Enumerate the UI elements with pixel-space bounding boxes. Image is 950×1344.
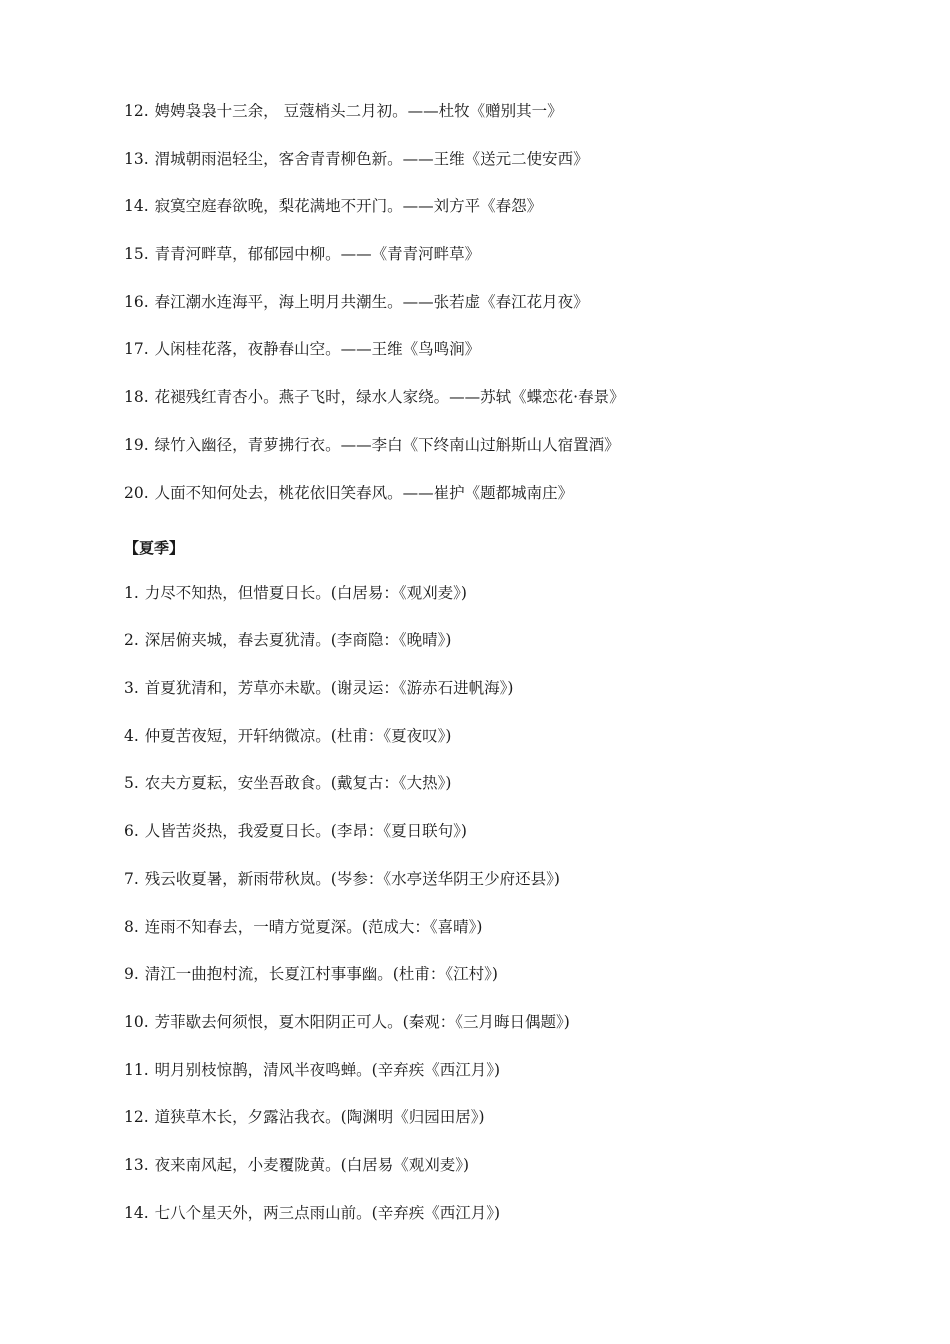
item-number: 18. — [124, 388, 149, 407]
list-item — [124, 1055, 904, 1103]
list-item — [124, 287, 904, 335]
item-number: 9. — [124, 965, 139, 984]
list-item — [124, 96, 904, 144]
item-number: 19. — [124, 435, 149, 454]
item-text: 人面不知何处去，桃花依旧笑春风。——崔护《题都城南庄》 — [154, 483, 574, 502]
item-number: 15. — [124, 245, 149, 264]
item-number: 4. — [124, 726, 139, 745]
item-text: 花褪残红青杏小。燕子飞时，绿水人家绕。——苏轼《蝶恋花·春景》 — [154, 388, 625, 407]
list-item — [124, 1198, 904, 1246]
item-text: 明月别枝惊鹊，清风半夜鸣蝉。(辛弃疾《西江月》) — [154, 1060, 501, 1079]
item-number: 17. — [124, 340, 149, 359]
list-item — [124, 959, 904, 1007]
item-text: 力尽不知热，但惜夏日长。(白居易：《观刈麦》) — [144, 583, 467, 602]
list-item — [124, 334, 904, 382]
item-text: 深居俯夹城，春去夏犹清。(李商隐：《晚晴》) — [144, 631, 452, 650]
list-item — [124, 912, 904, 960]
item-text: 仲夏苦夜短，开轩纳微凉。(杜甫：《夏夜叹》) — [144, 726, 452, 745]
item-text: 道狭草木长，夕露沾我衣。(陶渊明《归园田居》) — [154, 1108, 485, 1127]
item-number: 1. — [124, 583, 139, 602]
list-item — [124, 478, 904, 526]
item-number: 7. — [124, 869, 139, 888]
list-item — [124, 768, 904, 816]
list-item — [124, 239, 904, 287]
item-text: 七八个星天外，两三点雨山前。(辛弃疾《西江月》) — [154, 1203, 501, 1222]
item-text: 春江潮水连海平，海上明月共潮生。——张若虚《春江花月夜》 — [154, 292, 589, 311]
list-item — [124, 1007, 904, 1055]
list-item — [124, 382, 904, 430]
item-number: 20. — [124, 483, 149, 502]
item-text: 渭城朝雨浥轻尘，客舍青青柳色新。——王维《送元二使安西》 — [154, 149, 589, 168]
list-item — [124, 578, 904, 626]
spring-poem-list — [124, 96, 904, 525]
item-number: 13. — [124, 149, 149, 168]
list-item — [124, 191, 904, 239]
item-text: 夜来南风起，小麦覆陇黄。(白居易《观刈麦》) — [154, 1155, 470, 1174]
item-number: 14. — [124, 197, 149, 216]
item-text: 人皆苦炎热，我爱夏日长。(李昂：《夏日联句》) — [144, 822, 467, 841]
item-number: 11. — [124, 1060, 149, 1079]
list-item — [124, 816, 904, 864]
list-item — [124, 673, 904, 721]
item-number: 13. — [124, 1155, 149, 1174]
list-item — [124, 1102, 904, 1150]
item-text: 农夫方夏耘，安坐吾敢食。(戴复古：《大热》) — [144, 774, 452, 793]
item-number: 6. — [124, 822, 139, 841]
item-number: 10. — [124, 1012, 149, 1031]
list-item — [124, 1150, 904, 1198]
list-item — [124, 721, 904, 769]
section-heading: 【夏季】 — [124, 539, 185, 557]
item-number: 12. — [124, 102, 149, 120]
list-item — [124, 625, 904, 673]
item-number: 5. — [124, 774, 139, 793]
item-text: 芳菲歇去何须恨，夏木阳阴正可人。(秦观：《三月晦日偶题》) — [154, 1012, 570, 1031]
item-text: 寂寞空庭春欲晚，梨花满地不开门。——刘方平《春怨》 — [154, 197, 543, 216]
item-text: 残云收夏暑，新雨带秋岚。(岑参：《水亭送华阴王少府还县》) — [144, 869, 560, 888]
list-item — [124, 864, 904, 912]
item-text: 青青河畔草，郁郁园中柳。——《青青河畔草》 — [154, 245, 481, 264]
item-number: 2. — [124, 631, 139, 650]
item-text: 首夏犹清和，芳草亦未歇。(谢灵运：《游赤石进帆海》) — [144, 679, 514, 698]
item-text: 连雨不知春去，一晴方觉夏深。(范成大：《喜晴》) — [144, 917, 483, 936]
item-number: 16. — [124, 292, 149, 311]
item-number: 12. — [124, 1108, 149, 1127]
item-text: 人闲桂花落，夜静春山空。——王维《鸟鸣涧》 — [154, 340, 481, 359]
item-text: 娉娉袅袅十三余， 豆蔻梢头二月初。——杜牧《赠别其一》 — [154, 102, 563, 120]
summer-section — [124, 530, 904, 1245]
item-number: 3. — [124, 679, 139, 698]
item-text: 清江一曲抱村流，长夏江村事事幽。(杜甫：《江村》) — [144, 965, 498, 984]
item-number: 14. — [124, 1203, 149, 1222]
list-item — [124, 144, 904, 192]
item-text: 绿竹入幽径，青萝拂行衣。——李白《下终南山过斛斯山人宿置酒》 — [154, 435, 620, 454]
list-item — [124, 430, 904, 478]
item-number: 8. — [124, 917, 139, 936]
